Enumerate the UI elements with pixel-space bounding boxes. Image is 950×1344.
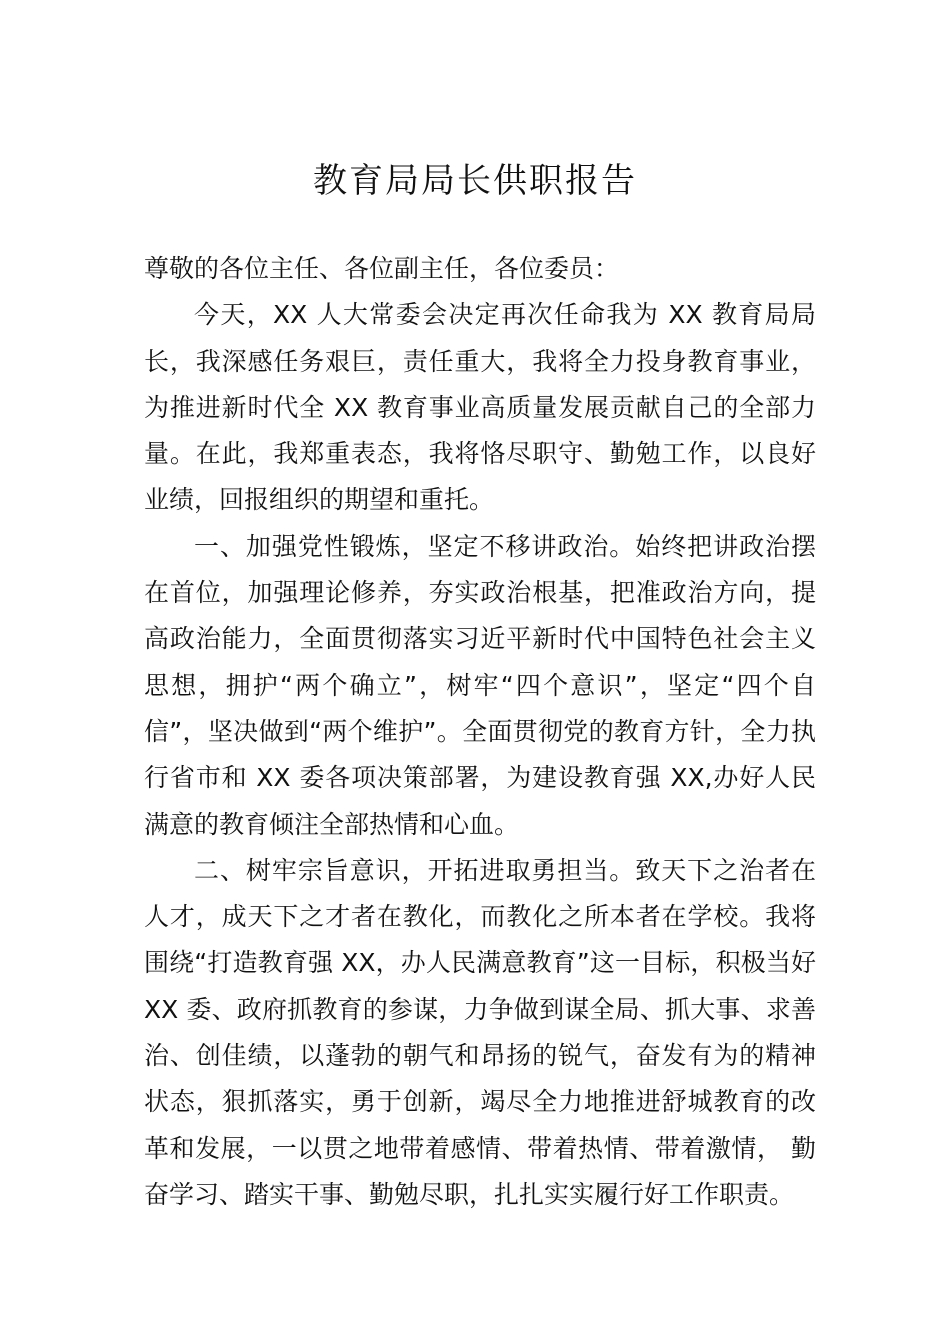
paragraph-intro — [144, 292, 816, 523]
paragraph-text: 今天，XX 人大常委会决定再次任命我为 XX 教育局局长，我深感任务艰巨，责任重大，我将全力投身教育事业， 为推进新时代全 XX 教育事业高质量发展贡献自己的全部力量。在此，我郑重表态，我将恪尽职守、勤勉工作，以良好业绩，回报组织的期望和重托。 — [144, 300, 816, 515]
paragraph-text: 始终把讲政治摆在首位，加强理论修养，夯实政治根基，把准政治方向，提高政治能力，全面贯彻落实习近平新时代中国特色社会主义思想，拥护“两个确立”，树牢“四个意识”，坚定“四个自信”，坚决做到“两个维护”。全面贯彻党的教育方针，全力执行省市和 XX 委各项决策部署，为建设教育强 XX,办好人民满意的教育倾注全部热情和心血。 — [144, 531, 816, 839]
paragraph-section-one — [144, 524, 816, 848]
document-body — [144, 246, 816, 1218]
section-heading: 一、加强党性锻炼，坚定不移讲政治。 — [194, 531, 636, 561]
salutation: 尊敬的各位主任、各位副主任，各位委员： — [144, 254, 620, 283]
paragraph-text: 致天下之治者在人才，成天下之才者在教化，而教化之所本者在学校。我将围绕“打造教育强 XX，办人民满意教育”这一目标，积极当好 XX 委、政府抓教育的参谋，力争做到谋全局、抓大事、求善治、创佳绩，以蓬勃的朝气和昂扬的锐气，奋发有为的精神状态，狠抓落实，勇于创新，竭尽全力地推进舒城教育的改革和发展，一以贯之地带着感情、带着热情、带着激情， 勤奋学习、踏实干事、勤勉尽职，扎扎实实履行好工作职责。 — [144, 855, 816, 1209]
document-title: 教育局局长供职报告 — [313, 161, 637, 201]
paragraph-section-two — [144, 848, 816, 1218]
section-heading: 二、树牢宗旨意识，开拓进取勇担当。 — [194, 855, 636, 885]
